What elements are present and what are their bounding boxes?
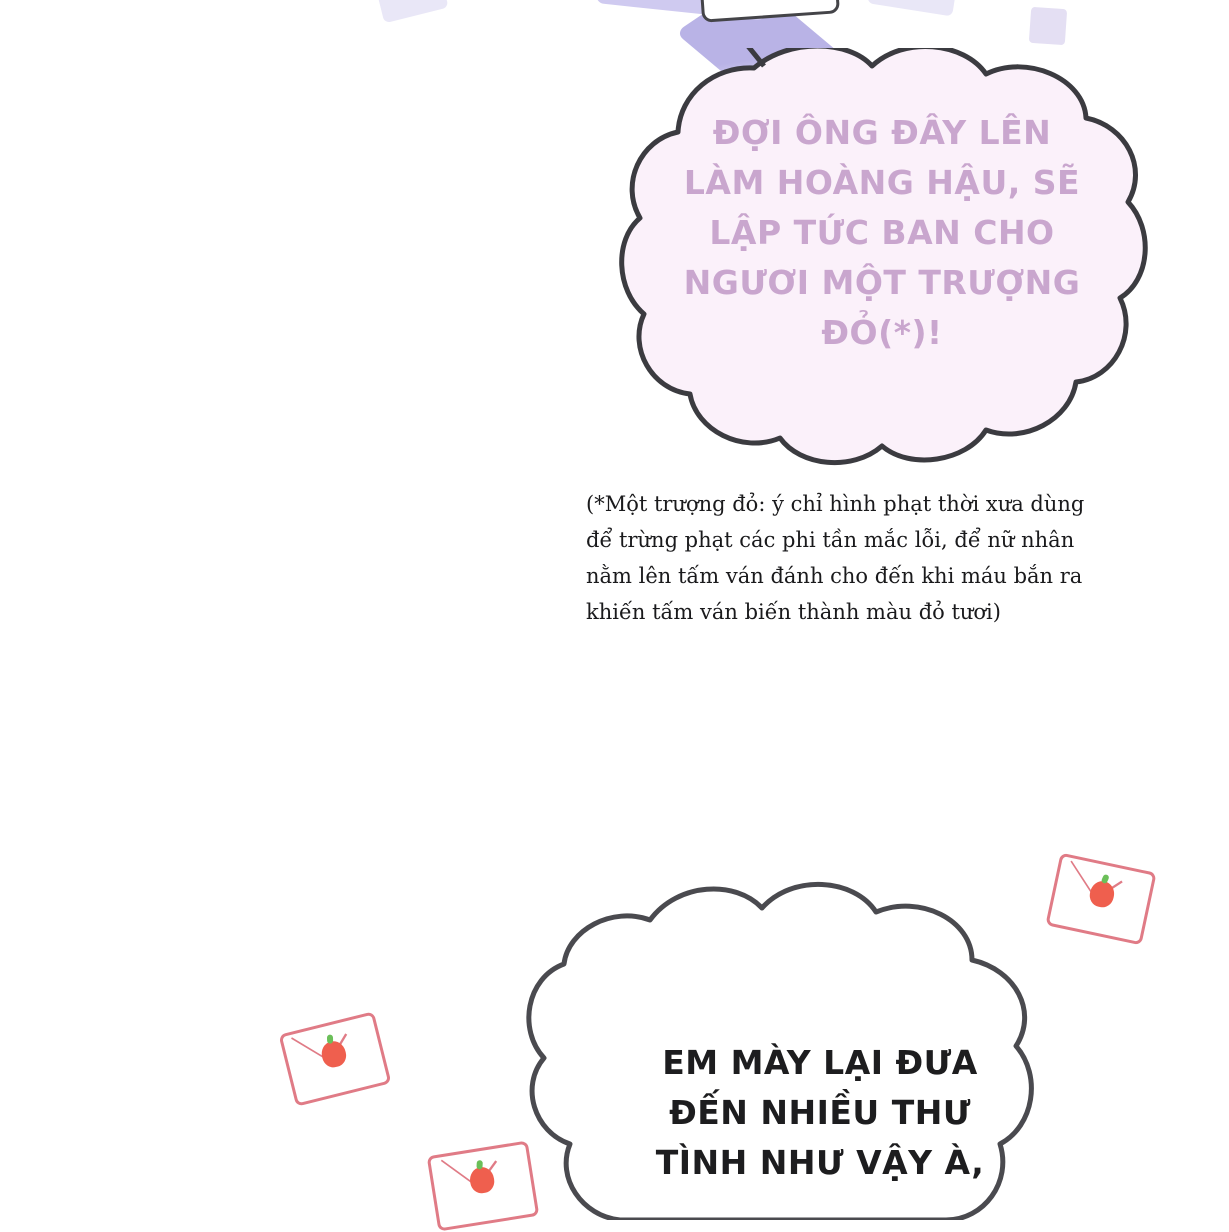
speech-bubble-bottom — [500, 860, 1060, 1220]
letter-envelope-2 — [279, 1011, 392, 1107]
speech-bubble-top — [614, 48, 1150, 478]
letter-envelope-1 — [1045, 853, 1156, 946]
speech-bubble-bottom-text: EM MÀY LẠI ĐƯA ĐẾN NHIỀU THƯ TÌNH NHƯ VẬY À, — [655, 1043, 985, 1182]
lavender-card-shape — [373, 0, 448, 23]
speech-bubble-top-text: ĐỢI ÔNG ĐÂY LÊN LÀM HOÀNG HẬU, SẼ LẬP TỨC BAN CHO NGƯƠI MỘT TRƯỢNG ĐỎ(*)! — [683, 113, 1081, 352]
lavender-square-shape — [1029, 7, 1067, 45]
envelope-seal-icon — [468, 1165, 496, 1194]
lavender-card-shape-2 — [867, 0, 959, 16]
footnote-text: (*Một trượng đỏ: ý chỉ hình phạt thời xưa dùng để trừng phạt các phi tần mắc lỗi, để nữ nhân nằm lên tấm ván đánh cho đến khi máu bắn ra khiến tấm ván biến thành màu đỏ tươi) — [586, 492, 1085, 624]
